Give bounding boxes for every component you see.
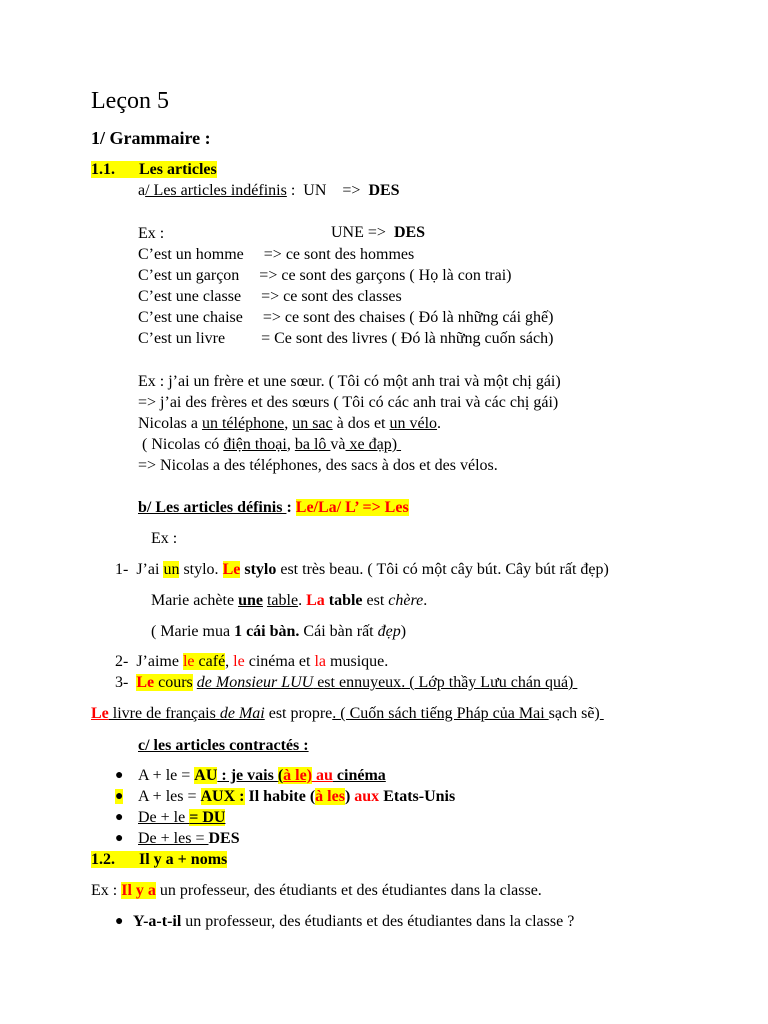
text: Il y a	[121, 882, 156, 899]
yatil-question	[133, 912, 574, 932]
list-item	[138, 829, 240, 849]
definite-articles-heading	[138, 498, 409, 518]
indefinite-articles-line	[138, 181, 400, 201]
text: à dos et	[332, 415, 390, 432]
bullet-icon: ●	[115, 831, 124, 846]
text: (	[277, 767, 284, 784]
text: livre de français	[108, 705, 220, 722]
text: de Mai	[219, 705, 265, 722]
text: de Monsieur LUU	[196, 674, 314, 691]
text: un professeur, des étudiants et des étudiantes dans la classe.	[155, 882, 542, 899]
text: A + les =	[138, 788, 201, 805]
des-label-2: DES	[393, 224, 426, 241]
text: J’ai	[136, 561, 164, 578]
text: Il habite (	[244, 788, 316, 805]
text	[600, 705, 604, 722]
text: xe đạp)	[345, 436, 402, 453]
a-prefix: a	[138, 182, 146, 199]
nicolas-plural-line: => Nicolas a des téléphones, des sacs à dos et des vélos.	[138, 457, 498, 474]
example-family-plural-line: => j’ai des frères et des sœurs ( Tôi có các anh trai và các chị gái)	[138, 394, 559, 411]
ex-label: Ex :	[151, 530, 178, 547]
list-item	[138, 787, 455, 807]
section-number: 1.1.	[91, 161, 115, 178]
text: aux	[350, 788, 380, 805]
text: à le)	[283, 767, 313, 784]
text: J’aime	[136, 653, 183, 670]
text: 1 cái bàn.	[234, 623, 300, 640]
list-item	[115, 673, 577, 693]
example-line: C’est un livre = Ce sont des livres ( Đó là những cuốn sách)	[138, 330, 554, 347]
definite-forms: Le/La/ L’ => Les	[295, 499, 409, 516]
text: Y-a-t-il	[133, 913, 182, 930]
text	[195, 653, 199, 670]
text: .	[298, 592, 307, 609]
section-label: Les articles	[139, 161, 217, 178]
list-item	[138, 766, 386, 786]
text: De + le	[138, 809, 190, 826]
text: est	[362, 592, 389, 609]
un-arrow: : UN =>	[286, 182, 369, 199]
text: Marie achète	[151, 592, 239, 609]
text: Nicolas a	[138, 415, 202, 432]
text: Le	[222, 561, 241, 578]
text: stylo.	[179, 561, 223, 578]
text: ( Marie mua	[151, 623, 235, 640]
definite-label: b/ Les articles définis	[138, 499, 287, 516]
section-number: 1.2.	[91, 851, 115, 868]
text: sạch sẽ)	[548, 705, 600, 722]
text: . ( Cuốn sách tiếng Pháp của Mai	[332, 705, 549, 722]
une-arrow: UNE =>	[331, 224, 394, 241]
text: )	[344, 788, 351, 805]
text: DES	[208, 830, 240, 847]
text: une	[238, 592, 263, 609]
text: à les	[315, 788, 345, 805]
text: est très beau. ( Tôi có một cây bút. Cây bút rất đẹp)	[276, 561, 609, 578]
indefinite-label: / Les articles indéfinis	[145, 182, 287, 199]
text: ,	[286, 436, 295, 453]
text: cours	[154, 674, 193, 691]
page-title: Leçon 5	[91, 88, 169, 114]
section-1-2	[91, 850, 227, 870]
text: table	[266, 592, 299, 609]
nicolas-line	[138, 414, 441, 434]
text: Le	[91, 705, 109, 722]
text: đẹp	[377, 623, 401, 640]
text: table	[328, 592, 363, 609]
text: le	[182, 653, 195, 670]
item-number: 2-	[115, 653, 129, 670]
section-label: Il y a + noms	[139, 851, 228, 868]
marie-translation-line	[151, 622, 406, 642]
item-number: 3-	[115, 674, 129, 691]
text: A + le =	[138, 767, 195, 784]
bullet-icon: ●	[115, 914, 124, 929]
section-1-1	[91, 160, 217, 180]
example-line: C’est une classe => ce sont des classes	[138, 288, 402, 305]
ilya-example	[91, 881, 542, 901]
text: ( Nicolas có	[138, 436, 224, 453]
text: la	[314, 653, 327, 670]
text: )	[400, 623, 407, 640]
bullet-icon: ●	[115, 789, 124, 804]
text: .	[437, 415, 442, 432]
text: ba lô	[294, 436, 331, 453]
text: Le	[136, 674, 155, 691]
text: .	[423, 592, 428, 609]
text: Etats-Unis	[379, 788, 456, 805]
colon: :	[286, 499, 296, 516]
marie-line	[151, 591, 427, 611]
text: est propre	[264, 705, 333, 722]
text: điện thoại	[223, 436, 287, 453]
list-item	[115, 652, 388, 672]
text: café	[198, 653, 226, 670]
text: au	[312, 767, 333, 784]
list-item	[115, 560, 609, 580]
text: ,	[225, 653, 234, 670]
section-heading-grammar: 1/ Grammaire :	[91, 128, 211, 148]
text: un vélo	[389, 415, 438, 432]
text: ,	[284, 415, 293, 432]
text: chère	[388, 592, 424, 609]
spacer	[115, 851, 139, 868]
bullet-icon: ●	[115, 768, 124, 783]
text: un professeur, des étudiants et des étudiantes dans la classe ?	[181, 913, 575, 930]
text: AUX :	[200, 788, 245, 805]
list-item	[138, 808, 225, 828]
text: est ennuyeux	[313, 674, 402, 691]
text: un sac	[292, 415, 333, 432]
contracted-articles-heading: c/ les articles contractés :	[138, 737, 309, 754]
text: Cái bàn rất	[299, 623, 378, 640]
text: AU	[194, 767, 218, 784]
text: musique.	[326, 653, 389, 670]
nicolas-translation-line	[138, 435, 401, 455]
text: Ex :	[91, 882, 122, 899]
example-line: C’est une chaise => ce sont des chaises ( Đó là những cái ghế)	[138, 309, 554, 326]
ex-label: Ex :	[138, 225, 165, 242]
text: cinéma et	[244, 653, 315, 670]
bullet-icon: ●	[115, 810, 124, 825]
text: La	[306, 592, 325, 609]
spacer	[115, 161, 139, 178]
text: cinéma	[332, 767, 386, 784]
livre-line	[91, 704, 604, 724]
text: : je vais	[217, 767, 278, 784]
example-line: C’est un homme => ce sont des hommes	[138, 246, 415, 263]
text: và	[330, 436, 346, 453]
une-line	[323, 203, 425, 243]
des-label: DES	[368, 182, 400, 199]
text: un	[163, 561, 180, 578]
text: De + les =	[138, 830, 209, 847]
example-line: C’est un garçon => ce sont des garçons ( Họ là con trai)	[138, 267, 512, 284]
text: stylo	[244, 561, 277, 578]
text: un téléphone	[201, 415, 285, 432]
item-number: 1-	[115, 561, 129, 578]
example-family-line: Ex : j’ai un frère et une sœur. ( Tôi có một anh trai và một chị gái)	[138, 373, 561, 390]
text: le	[233, 653, 245, 670]
text: = DU	[189, 809, 226, 826]
text: . ( Lớp thầy Lưu chán quá)	[401, 674, 578, 691]
